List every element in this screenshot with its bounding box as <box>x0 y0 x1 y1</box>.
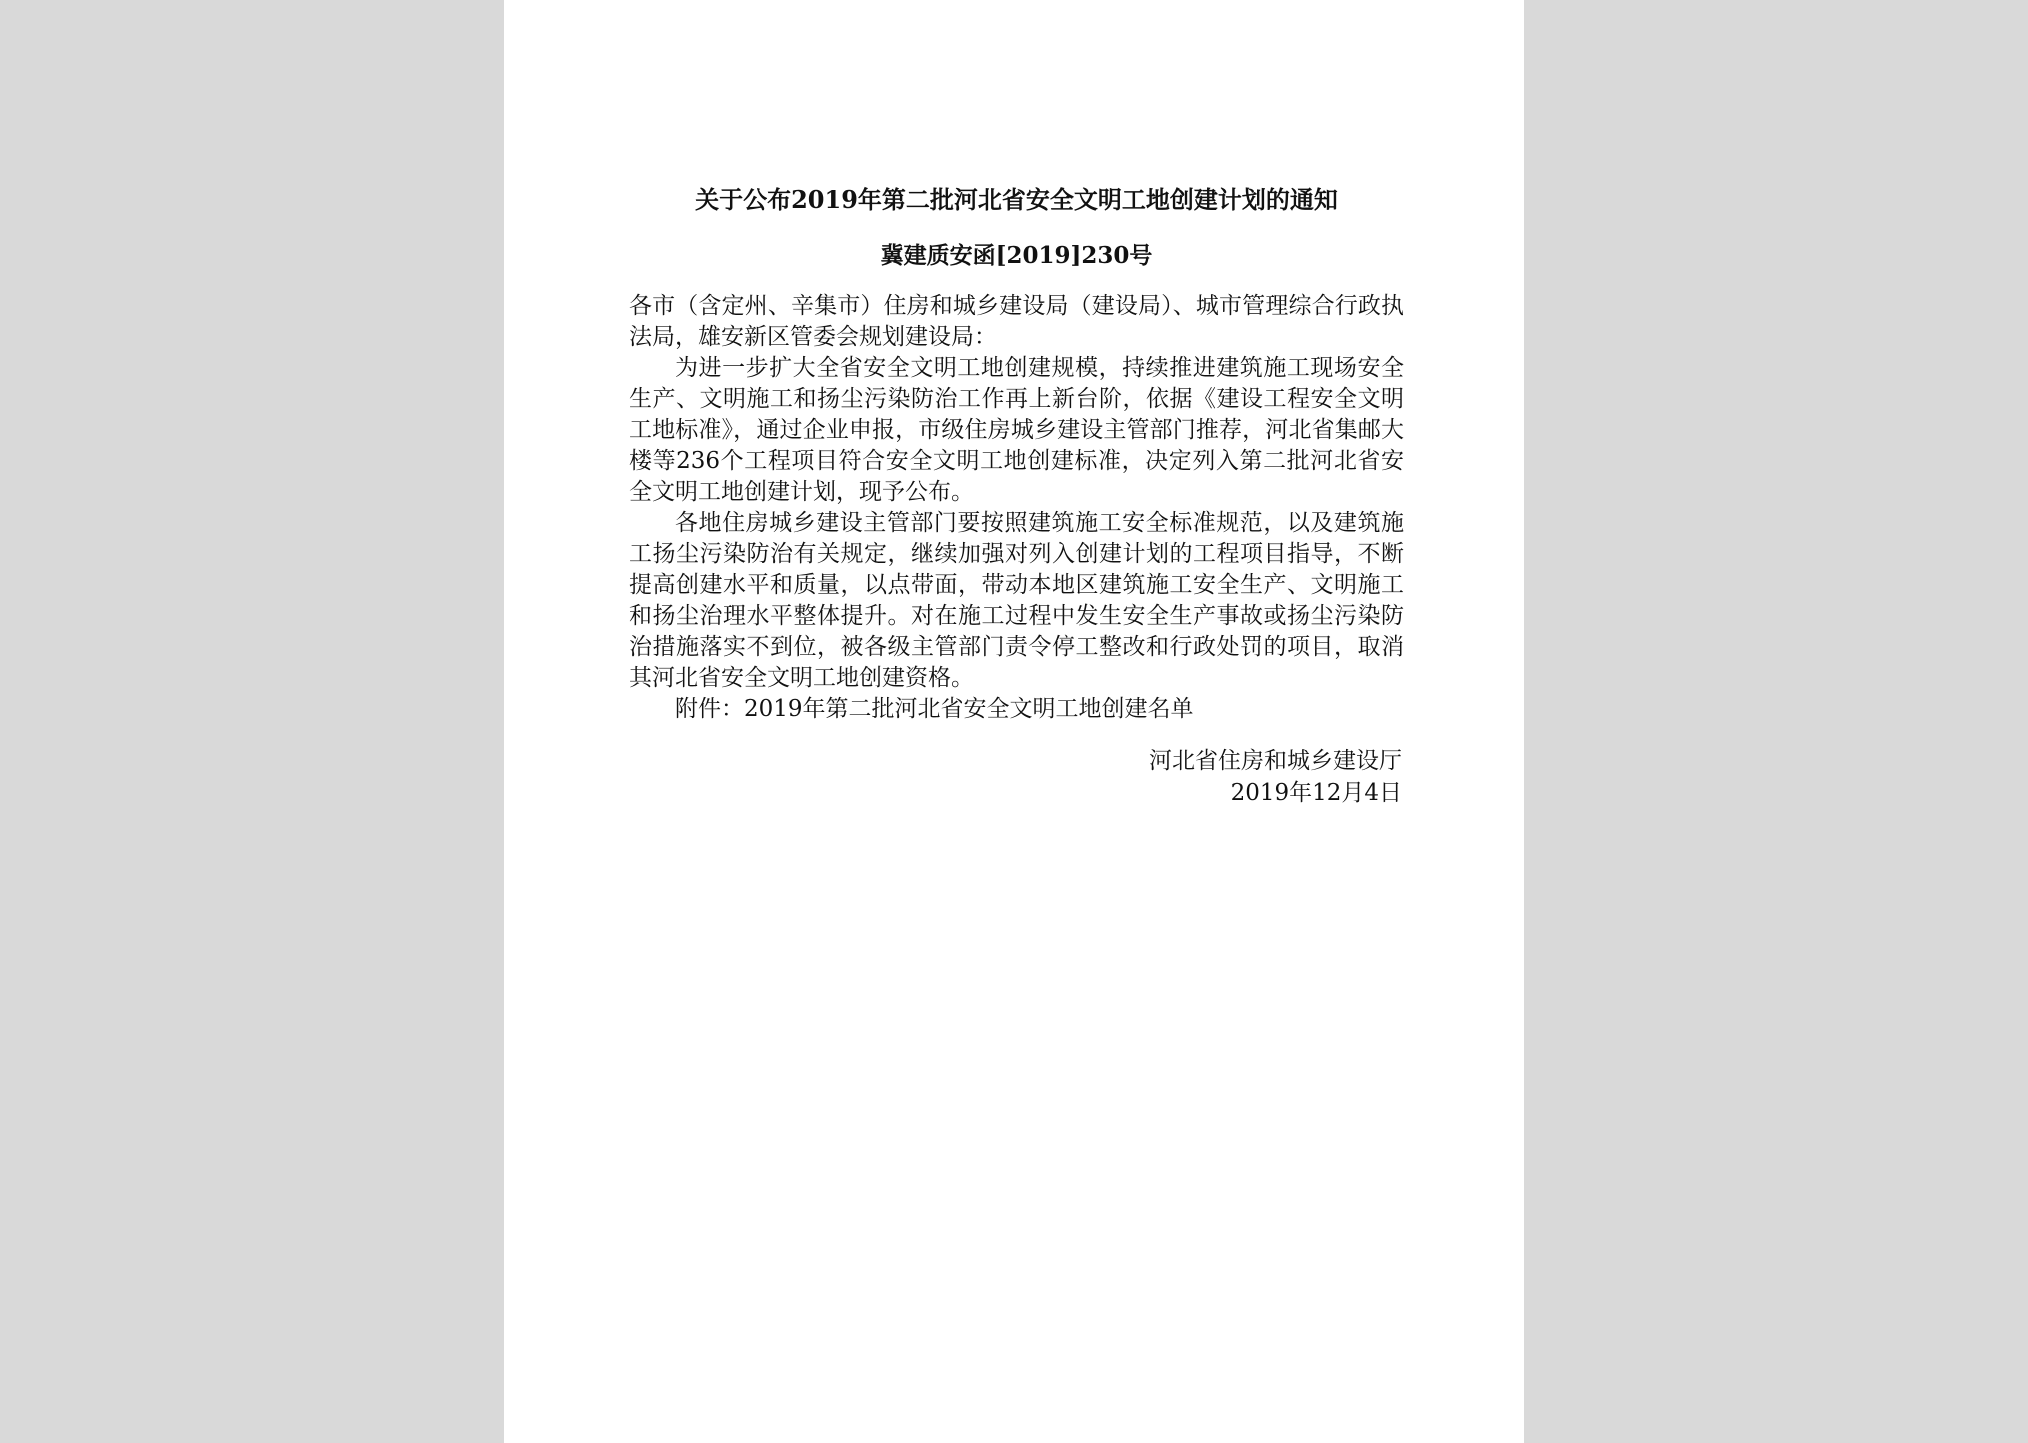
document-content <box>629 180 1404 809</box>
document-page <box>504 0 1524 1443</box>
issue-date: 2019年12月4日 <box>1230 780 1402 806</box>
attachment-line: 附件：2019年第二批河北省安全文明工地创建名单 <box>675 696 1194 722</box>
signature-block <box>629 745 1404 809</box>
addressee: 各市（含定州、辛集市）住房和城乡建设局（建设局）、城市管理综合行政执法局，雄安新区管委会规划建设局： <box>629 293 1404 350</box>
issuer: 河北省住房和城乡建设厅 <box>1149 748 1402 774</box>
document-number: 冀建质安函[2019]230号 <box>880 242 1153 269</box>
document-body <box>629 291 1404 725</box>
body-paragraph: 各地住房城乡建设主管部门要按照建筑施工安全标准规范，以及建筑施工扬尘污染防治有关规定，继续加强对列入创建计划的工程项目指导，不断提高创建水平和质量，以点带面，带动本地区建筑施工安全生产、文明施工和扬尘治理水平整体提升。对在施工过程中发生安全生产事故或扬尘污染防治措施落实不到位，被各级主管部门责令停工整改和行政处罚的项目，取消其河北省安全文明工地创建资格。 <box>629 510 1404 691</box>
body-paragraph: 为进一步扩大全省安全文明工地创建规模，持续推进建筑施工现场安全生产、文明施工和扬尘污染防治工作再上新台阶，依据《建设工程安全文明工地标准》，通过企业申报，市级住房城乡建设主管部门推荐，河北省集邮大楼等236个工程项目符合安全文明工地创建标准，决定列入第二批河北省安全文明工地创建计划，现予公布。 <box>629 355 1404 505</box>
document-title: 关于公布2019年第二批河北省安全文明工地创建计划的通知 <box>695 185 1338 214</box>
